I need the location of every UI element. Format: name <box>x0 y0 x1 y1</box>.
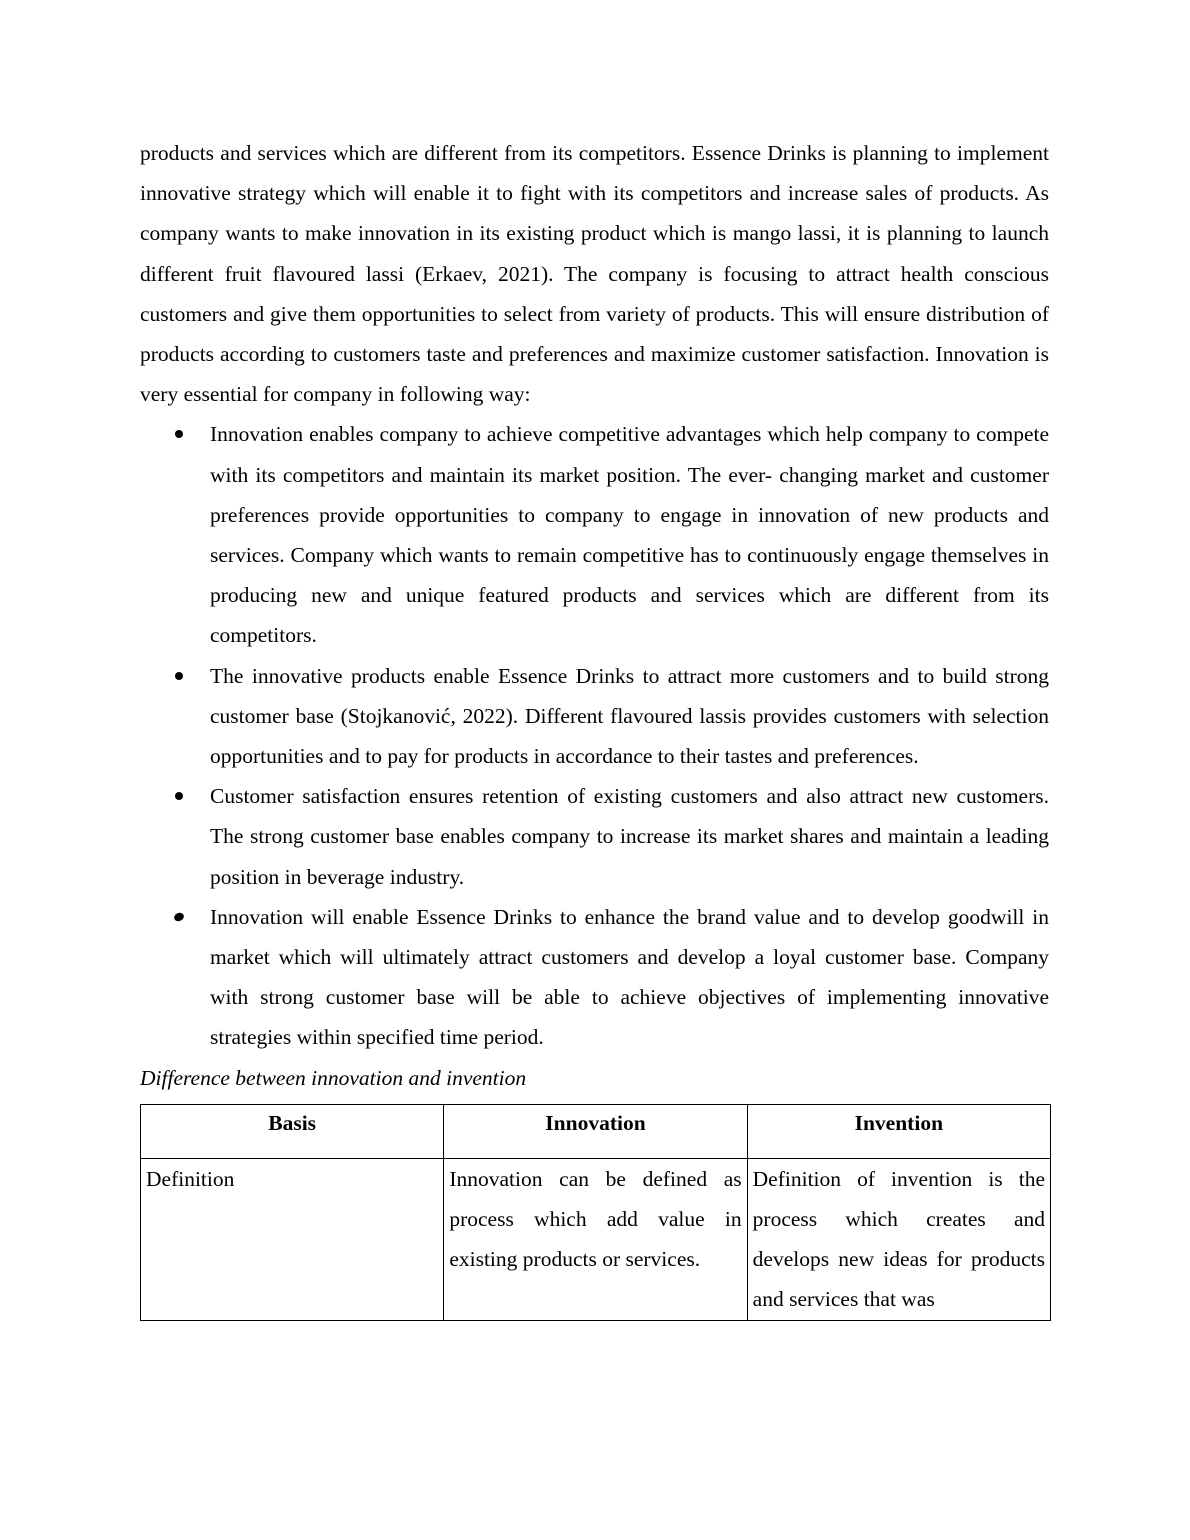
bullet-list <box>140 414 1049 1057</box>
bullet-text: Innovation enables company to achieve competitive advantages which help company to compete with its competitors and maintain its market position. The ever- changing market and customer preferences provide opportunities to company to engage in innovation of new products and services. Company which wants to remain competitive has to continuously engage themselves in producing new and unique featured products and services which are different from its competitors. <box>210 422 1049 648</box>
bullet-text: The innovative products enable Essence Drinks to attract more customers and to build strong customer base (Stojkanović, 2022). Different flavoured lassis provides customers with selection opportunities and to pay for products in accordance to their tastes and preferences. <box>210 663 1049 769</box>
header-basis: Basis <box>141 1104 444 1158</box>
bullet-text: Customer satisfaction ensures retention of existing customers and also attract new customers. The strong customer base enables company to increase its market shares and maintain a leading position in beverage industry. <box>210 784 1049 889</box>
cell-invention: Definition of invention is the process which creates and develops new ideas for products and services that was <box>747 1158 1050 1320</box>
header-invention: Invention <box>747 1104 1050 1158</box>
bullet-item <box>140 414 1049 655</box>
bullet-item <box>140 776 1049 897</box>
comparison-table <box>140 1104 1051 1321</box>
bullet-icon <box>175 430 183 438</box>
bullet-text: Innovation will enable Essence Drinks to enhance the brand value and to develop goodwill in market which will ultimately attract customers and develop a loyal customer base. Company with strong customer base will be able to achieve objectives of implementing innovative strategies within specified time period. <box>210 904 1049 1050</box>
bullet-item <box>140 656 1049 777</box>
header-innovation: Innovation <box>444 1104 747 1158</box>
cell-basis: Definition <box>141 1158 444 1320</box>
cell-innovation: Innovation can be defined as process which add value in existing products or services. <box>444 1158 747 1320</box>
document-page <box>140 133 1049 1321</box>
table-row <box>141 1158 1051 1320</box>
bullet-icon <box>175 672 183 680</box>
bullet-icon <box>173 911 185 922</box>
intro-paragraph: products and services which are different from its competitors. Essence Drinks is planning to implement innovative strategy which will enable it to fight with its competitors and increase sales of products. As company wants to make innovation in its existing product which is mango lassi, it is planning to launch different fruit flavoured lassi (Erkaev, 2021). The company is focusing to attract health conscious customers and give them opportunities to select from variety of products. This will ensure distribution of products according to customers taste and preferences and maximize customer satisfaction. Innovation is very essential for company in following way: <box>140 141 1049 407</box>
bullet-icon <box>175 792 183 800</box>
table-header-row <box>141 1104 1051 1158</box>
table-caption: Difference between innovation and invention <box>140 1065 527 1090</box>
bullet-item <box>140 897 1049 1058</box>
